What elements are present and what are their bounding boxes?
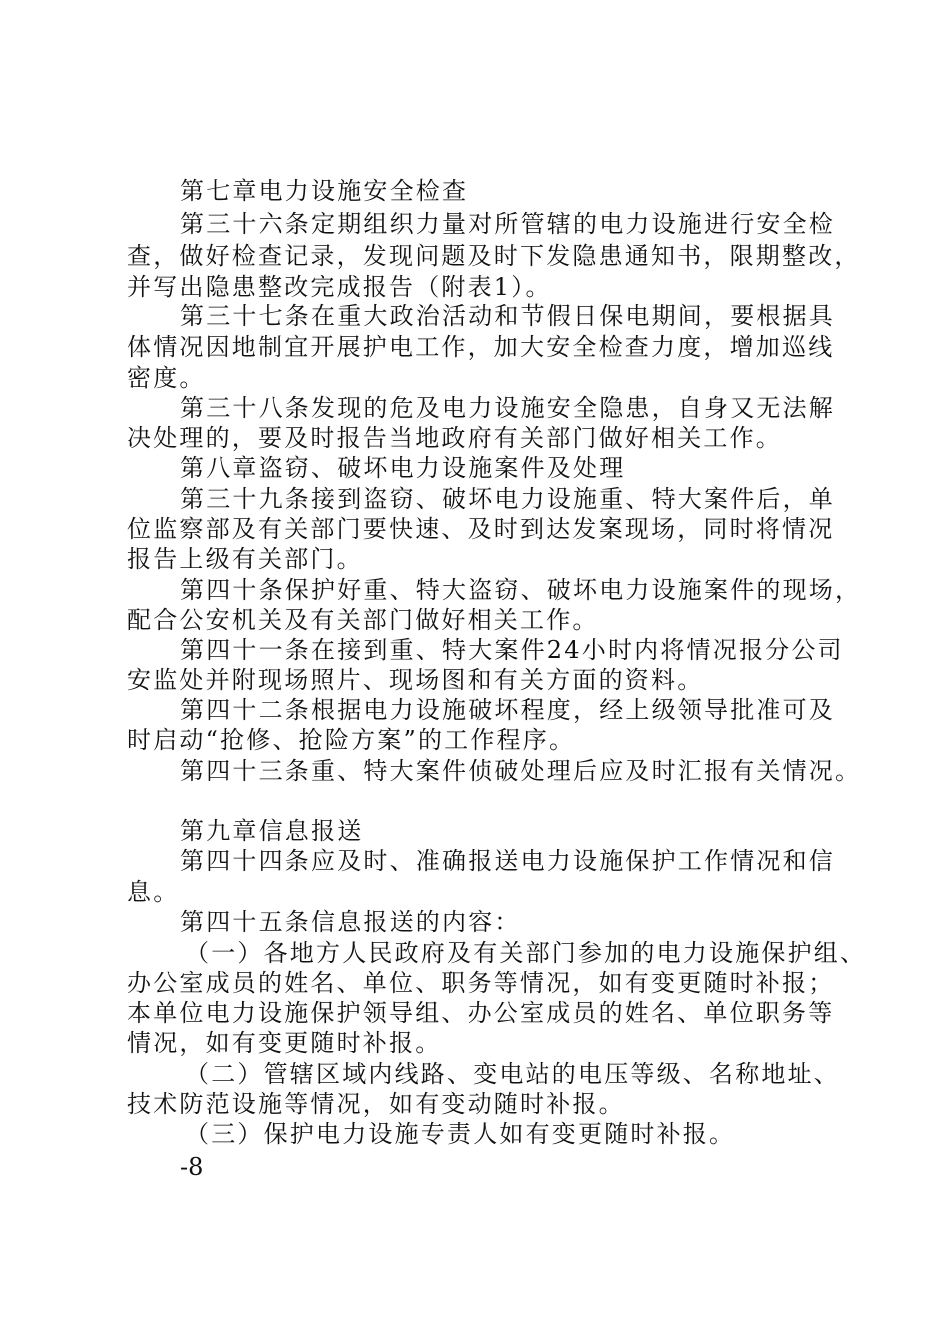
text-line: 查，做好检查记录，发现问题及时下发隐患通知书，限期整改， bbox=[127, 242, 861, 270]
text-line: 情况，如有变更随时补报。 bbox=[127, 1029, 442, 1057]
text-line: 第三十六条定期组织力量对所管辖的电力设施进行安全检 bbox=[180, 210, 835, 238]
text-line: 第四十五条信息报送的内容： bbox=[180, 908, 521, 936]
chapter-9-heading: 第九章信息报送 bbox=[180, 817, 364, 845]
text-line: 配合公安机关及有关部门做好相关工作。 bbox=[127, 606, 599, 634]
text-line: （一）各地方人民政府及有关部门参加的电力设施保护组、 bbox=[185, 939, 867, 967]
text-line: 第三十七条在重大政治活动和节假日保电期间，要根据具 bbox=[180, 302, 835, 330]
text-line: 安监处并附现场照片、现场图和有关方面的资料。 bbox=[127, 666, 704, 694]
page-number: -8 bbox=[180, 1153, 204, 1181]
text-line: 息。 bbox=[127, 878, 180, 906]
text-line: 第三十八条发现的危及电力设施安全隐患，自身又无法解 bbox=[180, 394, 835, 422]
text-line: 决处理的，要及时报告当地政府有关部门做好相关工作。 bbox=[127, 424, 782, 452]
text-line: 本单位电力设施保护领导组、办公室成员的姓名、单位职务等 bbox=[127, 999, 835, 1027]
text-line: 第四十三条重、特大案件侦破处理后应及时汇报有关情况。 bbox=[180, 757, 862, 785]
text-line: 体情况因地制宜开展护电工作，加大安全检查力度，增加巡线 bbox=[127, 333, 835, 361]
chapter-8-heading: 第八章盗窃、破坏电力设施案件及处理 bbox=[180, 454, 626, 482]
text-line: 并写出隐患整改完成报告（附表1）。 bbox=[127, 273, 552, 301]
text-line: 报告上级有关部门。 bbox=[127, 545, 363, 573]
text-line: 第四十二条根据电力设施破坏程度，经上级领导批准可及 bbox=[180, 696, 835, 724]
text-line: 第四十四条应及时、准确报送电力设施保护工作情况和信 bbox=[180, 847, 835, 875]
text-line: （二）管辖区域内线路、变电站的电压等级、名称地址、 bbox=[185, 1060, 840, 1088]
text-line: 第三十九条接到盗窃、破坏电力设施重、特大案件后，单 bbox=[180, 485, 835, 513]
text-line: 技术防范设施等情况，如有变动随时补报。 bbox=[127, 1090, 625, 1118]
text-line: 办公室成员的姓名、单位、职务等情况，如有变更随时补报； bbox=[127, 969, 835, 997]
chapter-7-heading: 第七章电力设施安全检查 bbox=[180, 177, 469, 205]
text-line: 密度。 bbox=[127, 364, 206, 392]
text-line: （三）保护电力设施专责人如有变更随时补报。 bbox=[185, 1120, 736, 1148]
text-line: 时启动“抢修、抢险方案”的工作程序。 bbox=[127, 726, 576, 754]
text-line: 第四十条保护好重、特大盗窃、破坏电力设施案件的现场， bbox=[180, 576, 862, 604]
text-line: 第四十一条在接到重、特大案件24小时内将情况报分公司 bbox=[180, 636, 844, 664]
text-line: 位监察部及有关部门要快速、及时到达发案现场，同时将情况 bbox=[127, 515, 835, 543]
